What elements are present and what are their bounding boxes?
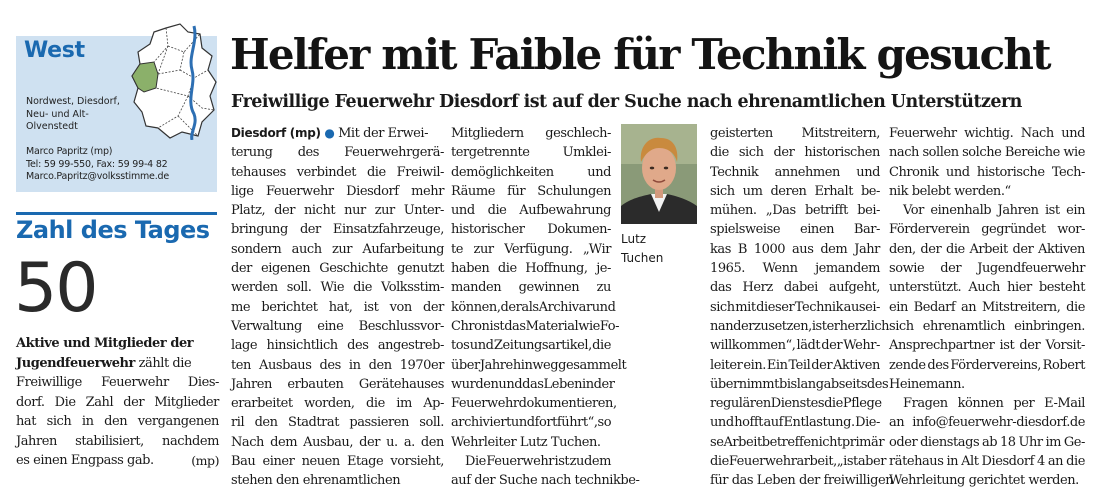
- article-line: sondern auch zur Aufarbeitung: [231, 241, 444, 257]
- article-line: erarbeitet worden, die im Ap-: [231, 396, 444, 412]
- article-line: Chronik und historische Tech-: [889, 164, 1085, 180]
- number-of-day-value: 50: [14, 249, 97, 328]
- article-line: leiter ein. Ein Teil der Aktiven: [710, 357, 880, 373]
- article-line: tergetrennte Umklei-: [451, 145, 611, 161]
- article-line: Nach dem Ausbau, der u. a. den: [231, 434, 444, 450]
- photo-caption: Lutz Tuchen: [621, 232, 664, 266]
- article-line: geisterten Mitstreitern,: [710, 126, 880, 141]
- article-line: Vor einenhalb Jahren ist ein: [903, 203, 1085, 219]
- article-subheadline: Freiwillige Feuerwehr Diesdorf ist auf der Suche nach ehrenamtlichen Unterstützern: [231, 92, 1022, 112]
- article-line: Feuerwehr dokumentieren,: [451, 396, 617, 412]
- article-line: Die Feuerwehr ist zudem: [465, 454, 611, 470]
- article-line: lige Feuerwehr Diesdorf mehr: [231, 183, 444, 199]
- article-column-4: [889, 124, 1085, 491]
- number-of-day-line: es einen Engpass gab. (mp): [16, 451, 219, 471]
- article-column-3: [710, 124, 894, 491]
- article-line: an info@feuerwehr-diesdorf.de: [889, 415, 1085, 431]
- article-line: sowie der Jugendfeuerwehr: [889, 261, 1085, 277]
- article-line: demöglichkeiten und: [451, 164, 611, 180]
- article-line: Wehrleitung gerichtet werden.: [889, 473, 1079, 489]
- article-line: Feuerwehr wichtig. Nach und: [889, 126, 1085, 141]
- article-line: tehauses verbindet die Freiwil-: [231, 164, 444, 180]
- article-line: zende des Fördervereins, Robert: [889, 357, 1085, 373]
- article-line: oder dienstags ab 18 Uhr im Ge-: [889, 434, 1085, 450]
- article-line: haben die Hoffnung, je-: [451, 261, 611, 277]
- bullet-icon: ●: [324, 126, 335, 140]
- article-line: der eigenen Geschichte genutzt: [231, 261, 444, 277]
- article-line: 1965. Wenn jemandem: [710, 261, 880, 277]
- article-line: für das Leben der freiwilligen: [710, 473, 894, 489]
- article-line: Platz, der nicht nur zur Unter-: [231, 203, 444, 219]
- number-of-day-rule: [16, 212, 217, 215]
- number-of-day-text: [16, 334, 219, 471]
- article-line: nik belebt werden.“: [889, 183, 1011, 199]
- number-of-day-line: Jugendfeuerwehr zählt die: [16, 355, 192, 371]
- number-of-day-line: dorf. Die Zahl der Mitglieder: [16, 394, 219, 410]
- article-line: rätehaus in Alt Diesdorf 4 an die: [889, 454, 1085, 470]
- article-column-1: [231, 124, 444, 491]
- article-line: nach sollen solche Bereiche wie: [889, 145, 1085, 161]
- article-line: auf der Suche nach technikbe-: [451, 473, 640, 489]
- number-of-day-line: Aktive und Mitglieder der: [16, 336, 194, 351]
- article-line: Wehrleiter Lutz Tuchen.: [451, 434, 601, 450]
- article-line: die sich der historischen: [710, 145, 880, 161]
- article-line: regulären Dienstes die Pflege: [710, 396, 882, 412]
- article-line: archiviert und fortführt“, so: [451, 415, 612, 431]
- reporter-name: Marco Papritz (mp): [26, 146, 113, 157]
- article-headline: Helfer mit Faible für Technik gesucht: [230, 30, 1050, 79]
- article-line: Mitgliedern geschlech-: [451, 126, 611, 141]
- article-line: das Herz dabei aufgeht,: [710, 280, 880, 296]
- article-line: unterstützt. Auch hier besteht: [889, 280, 1085, 296]
- article-line: können, der als Archivar und: [451, 299, 616, 315]
- number-of-day-line: Freiwillige Feuerwehr Dies-: [16, 375, 219, 390]
- article-line: über Jahre hinweg gesammelt: [451, 357, 627, 373]
- district-info-box: [16, 36, 217, 192]
- article-line: terung des Feuerwehrgerä-: [231, 145, 444, 161]
- number-of-day-line: hat sich in den vergangenen: [16, 414, 219, 429]
- article-line: bringung der Einsatzfahrzeuge,: [231, 222, 444, 238]
- district-area-line: Nordwest, Diesdorf,: [26, 96, 120, 107]
- article-line: Räume für Schulungen: [451, 183, 611, 199]
- article-line: werden soll. Wie die Volksstim-: [231, 280, 444, 296]
- number-of-day-line: Jahren stabilisiert, nachdem: [16, 433, 219, 449]
- article-line: Förderverein gegründet wor-: [889, 222, 1085, 238]
- article-line: te zur Verfügung. „Wir: [451, 241, 611, 257]
- article-line: tos und Zeitungsartikel, die: [451, 338, 611, 354]
- article-line: sich mit dieser Technik ausei-: [710, 299, 880, 315]
- article-column-2: [451, 124, 640, 491]
- article-line: übernimmt bislang abseits des: [710, 376, 889, 392]
- district-areas: [26, 96, 136, 134]
- article-line: ril den Stadtrat passieren soll.: [231, 415, 444, 431]
- reporter-phone: Tel: 59 99-550, Fax: 59 99-4 82: [26, 158, 168, 170]
- article-line: stehen den ehrenamtlichen: [231, 473, 401, 489]
- district-map-icon: [128, 22, 218, 140]
- article-line: kas B 1000 aus dem Jahr: [710, 241, 880, 257]
- article-line: Jahren erbauten Gerätehauses: [231, 376, 444, 392]
- article-line: Technik annehmen und: [710, 164, 880, 180]
- author-tag: (mp): [191, 453, 219, 468]
- number-of-day-title: Zahl des Tages: [16, 216, 210, 244]
- article-line: me berichtet hat, ist von der: [231, 299, 444, 315]
- article-line: Bau einer neuen Etage vorsieht,: [231, 454, 444, 470]
- article-line: Diesdorf (mp) ● Mit der Erwei-: [231, 126, 429, 141]
- district-area-line: Olvenstedt: [26, 121, 78, 132]
- article-line: wurden und das Leben in der: [451, 376, 615, 392]
- article-line: historischer Dokumen-: [451, 222, 611, 238]
- article-line: und die Aufbewahrung: [451, 203, 611, 219]
- article-line: mühen. „Das betrifft bei-: [710, 203, 880, 219]
- article-line: se Arbeit betreffe nicht primär: [710, 434, 885, 450]
- article-line: Verwaltung eine Beschlussvor-: [231, 318, 444, 334]
- article-line: manden gewinnen zu: [451, 280, 611, 296]
- article-line: die Feuerwehrarbeit, „ist aber: [710, 454, 887, 470]
- article-line: Ansprechpartner ist der Vorsit-: [889, 338, 1085, 354]
- article-line: lage hinsichtlich des angestreb-: [231, 338, 444, 354]
- article-line: nanderzusetzen, ist er herzlich: [710, 318, 890, 334]
- reporter-email: Marco.Papritz@volksstimme.de: [26, 171, 169, 182]
- article-line: Fragen können per E-Mail: [903, 396, 1085, 412]
- article-line: willkommen“, lädt der Wehr-: [710, 338, 880, 354]
- article-line: sich ehrenamtlich einbringen.: [889, 318, 1085, 334]
- reporter-contact: [26, 146, 216, 184]
- district-area-line: Neu- und Alt-: [26, 108, 89, 120]
- portrait-photo: [621, 124, 697, 224]
- district-title: West: [24, 38, 85, 63]
- article-line: Chronist das Material wie Fo-: [451, 318, 620, 334]
- article-line: ten Ausbaus des in den 1970er: [231, 357, 444, 373]
- article-line: sich um deren Erhalt be-: [710, 183, 880, 199]
- article-line: den, der die Arbeit der Aktiven: [889, 241, 1085, 257]
- article-line: und hofft auf Entlastung. Die-: [710, 415, 880, 431]
- article-line: Heinemann.: [889, 376, 965, 392]
- article-line: ein Bedarf an Mitstreitern, die: [889, 299, 1085, 315]
- article-dateline: Diesdorf (mp): [231, 126, 321, 140]
- article-line: spielsweise einen Bar-: [710, 222, 880, 238]
